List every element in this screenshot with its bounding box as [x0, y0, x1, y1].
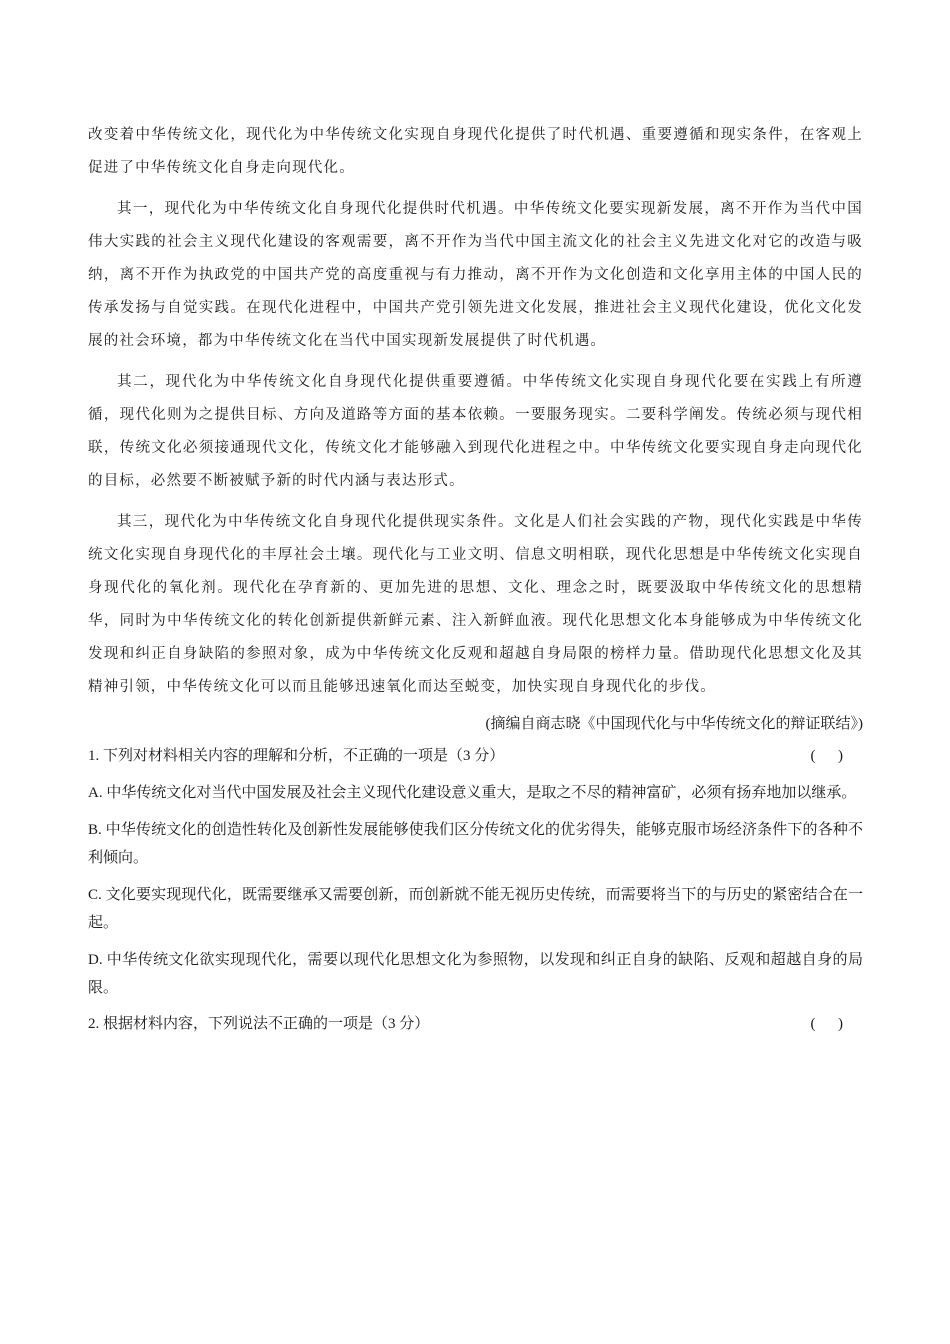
question-1-text: 1. 下列对材料相关内容的理解和分析，不正确的一项是（3 分）	[88, 748, 505, 764]
question-2-answer-bracket: ( )	[810, 1016, 843, 1032]
passage-source: (摘编自商志晓《中国现代化与中华传统文化的辩证联结》)	[485, 716, 863, 732]
exam-page	[88, 119, 863, 1038]
question-2-text: 2. 根据材料内容，下列说法不正确的一项是（3 分）	[88, 1016, 430, 1032]
passage-paragraph-3: 其三，现代化为中华传统文化自身现代化提供现实条件。文化是人们社会实践的产物，现代化实践是中华传统文化实现自身现代化的丰厚社会土壤。现代化与工业文明、信息文明相联，现代化思想是中华传统文化实现自身现代化的氧化剂。现代化在孕育新的、更加先进的思想、文化、理念之时，既要汲取中华传统文化的思想精华，同时为中华传统文化的转化创新提供新鲜元素、注入新鲜血液。现代化思想文化本身能够成为中华传统文化发现和纠正自身缺陷的参照对象，成为中华传统文化反观和超越自身局限的榜样力量。借助现代化思想文化及其精神引领，中华传统文化可以而且能够迅速氧化而达至蜕变，加快实现自身现代化的步伐。	[88, 514, 863, 695]
question-1-option-d: D. 中华传统文化欲实现现代化，需要以现代化思想文化为参照物，以发现和纠正自身的缺陷、反观和超越自身的局限。	[88, 952, 863, 996]
question-1-option-a: A. 中华传统文化对当代中国发展及社会主义现代化建设意义重大，是取之不尽的精神富矿，必须有扬弃地加以继承。	[88, 785, 857, 801]
passage-paragraph-1: 其一，现代化为中华传统文化自身现代化提供时代机遇。中华传统文化要实现新发展，离不开作为当代中国伟大实践的社会主义现代化建设的客观需要，离不开作为当代中国主流文化的社会主义先进文化对它的改造与吸纳，离不开作为执政党的中国共产党的高度重视与有力推动，离不开作为文化创造和文化享用主体的中国人民的传承发扬与自觉实践。在现代化进程中，中国共产党引领先进文化发展，推进社会主义现代化建设，优化文化发展的社会环境，都为中华传统文化在当代中国实现新发展提供了时代机遇。	[88, 201, 863, 349]
question-1-answer-bracket: ( )	[810, 748, 843, 764]
passage-paragraph-2: 其二，现代化为中华传统文化自身现代化提供重要遵循。中华传统文化实现自身现代化要在实践上有所遵循，现代化则为之提供目标、方向及道路等方面的基本依赖。一要服务现实。二要科学阐发。传统必须与现代相联，传统文化必须接通现代文化，传统文化才能够融入到现代化进程之中。中华传统文化要实现自身走向现代化的目标，必然要不断被赋予新的时代内涵与表达形式。	[88, 374, 863, 489]
question-1-stem	[88, 742, 863, 770]
question-2-stem	[88, 1010, 863, 1038]
passage-paragraph-0: 改变着中华传统文化，现代化为中华传统文化实现自身现代化提供了时代机遇、重要遵循和现实条件，在客观上促进了中华传统文化自身走向现代化。	[88, 127, 863, 176]
reading-passage	[88, 119, 863, 704]
question-1-option-b: B. 中华传统文化的创造性转化及创新性发展能够使我们区分传统文化的优劣得失，能够克服市场经济条件下的各种不利倾向。	[88, 822, 863, 866]
question-1-option-c: C. 文化要实现现代化，既需要继承又需要创新，而创新就不能无视历史传统，而需要将当下的与历史的紧密结合在一起。	[88, 887, 863, 931]
